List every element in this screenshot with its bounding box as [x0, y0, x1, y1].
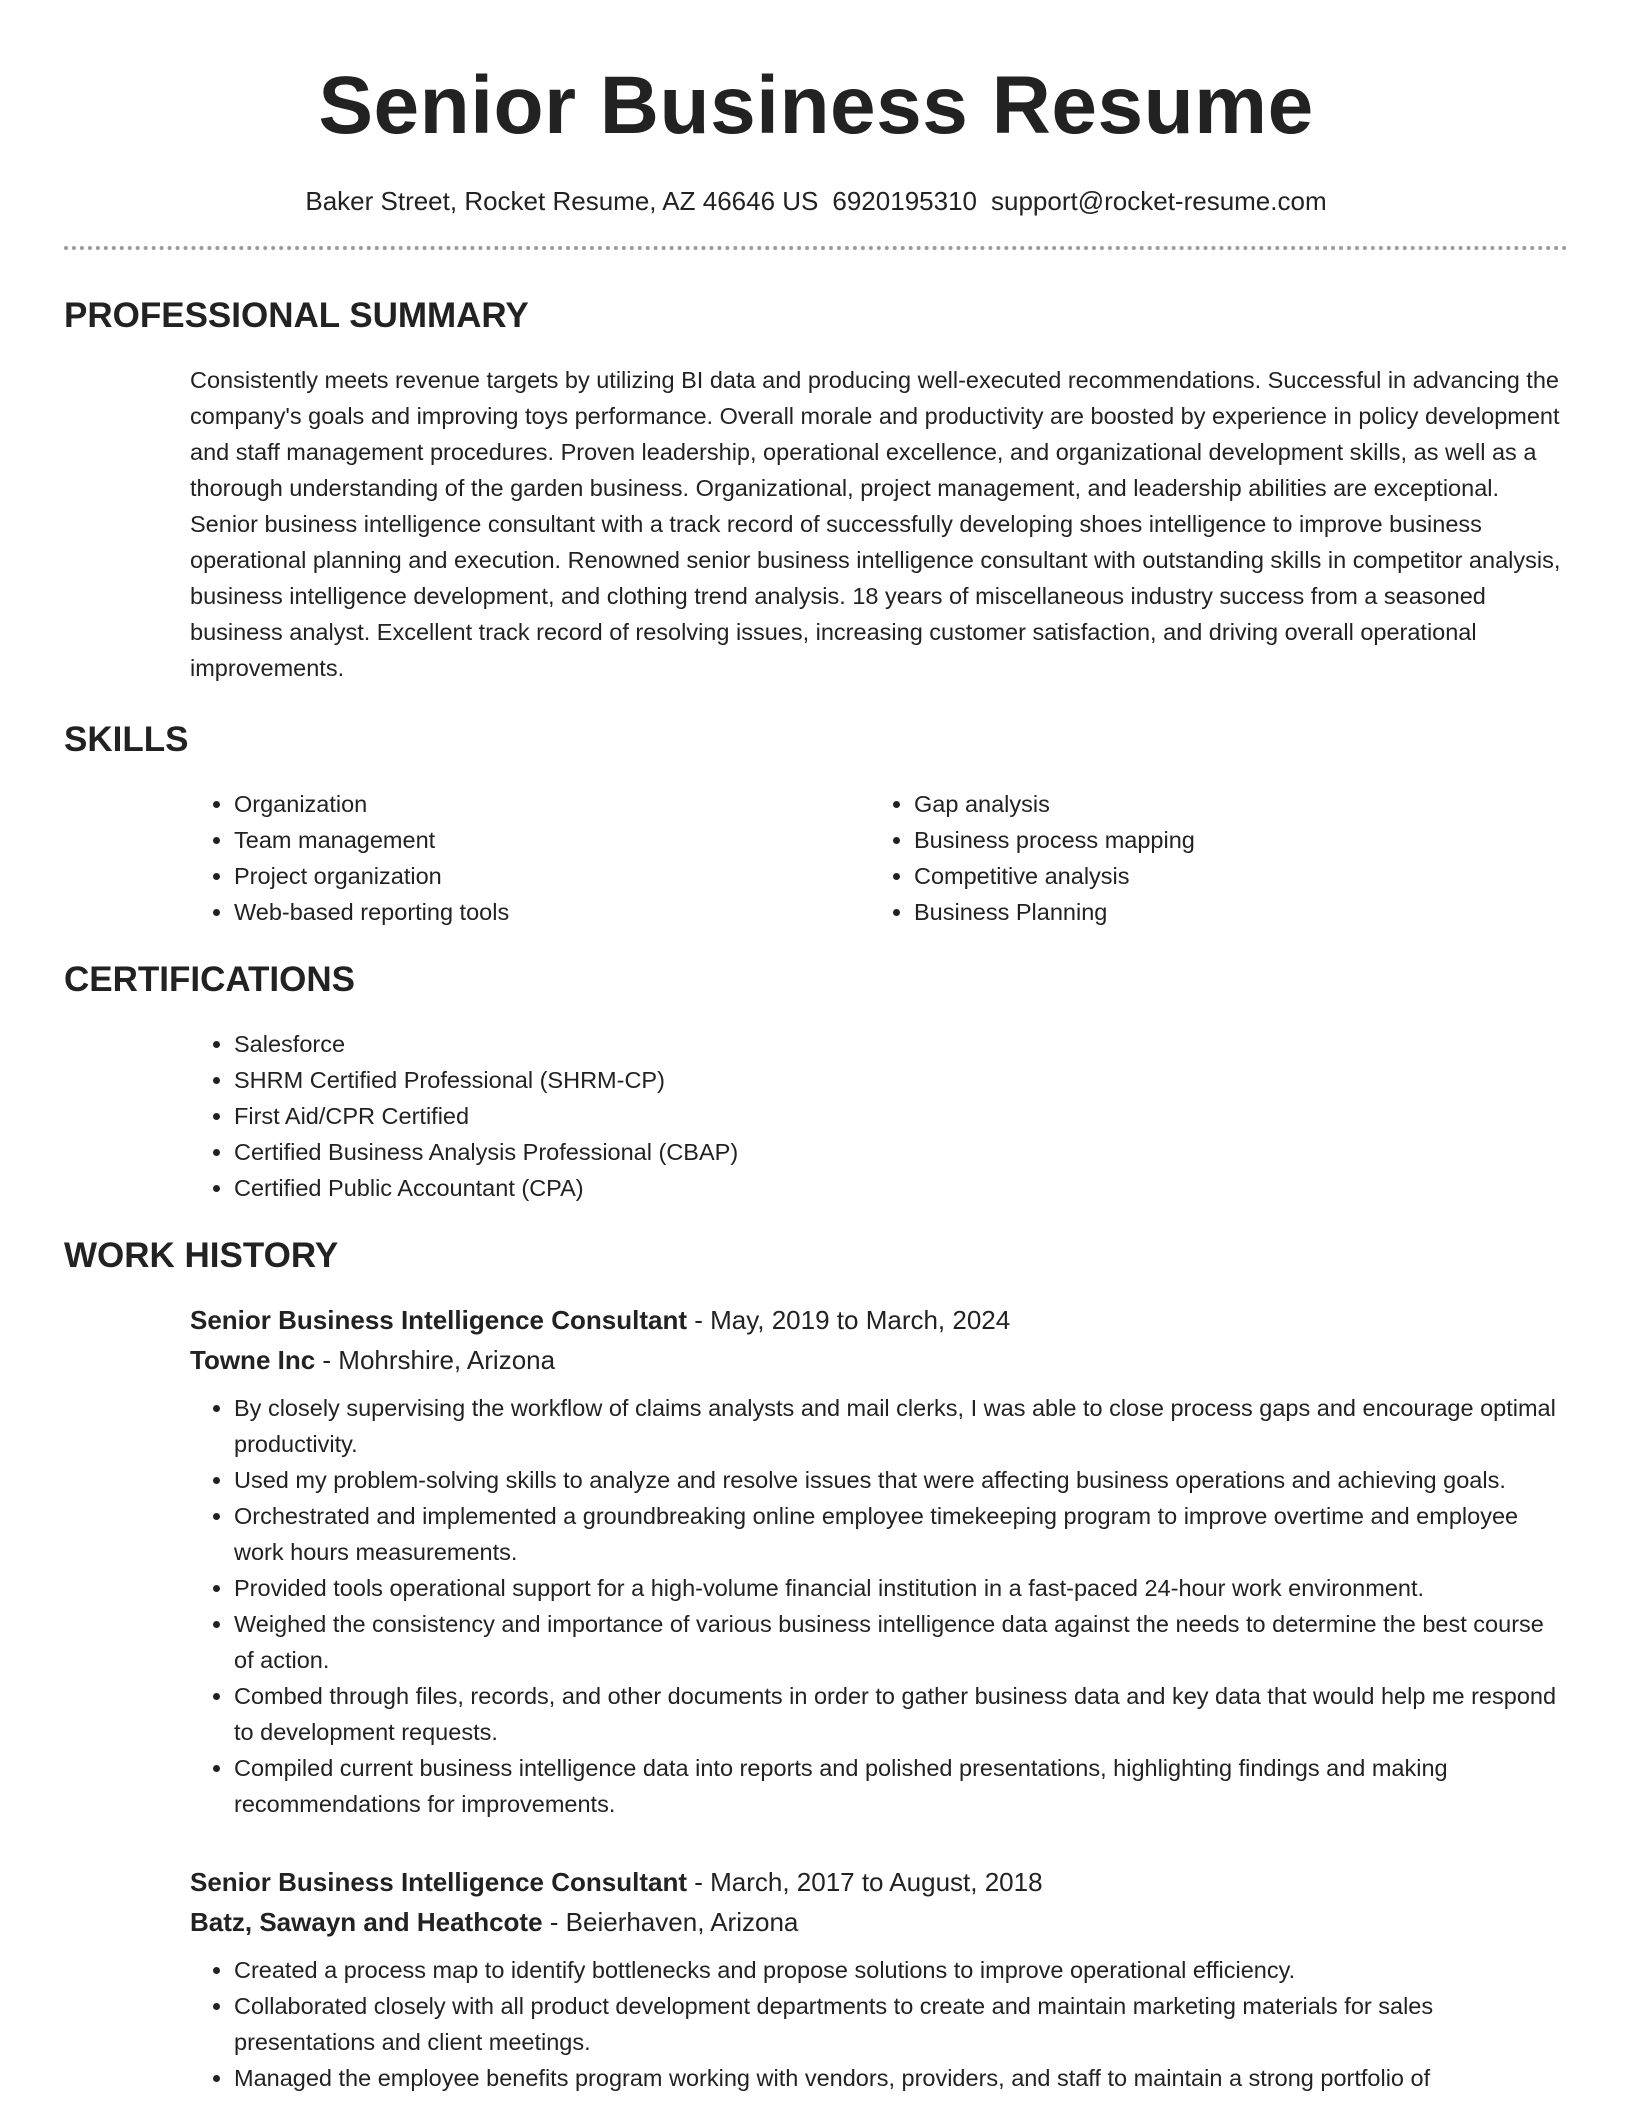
- certification-item: • Certified Public Accountant (CPA): [234, 1170, 1568, 1206]
- certification-item: • First Aid/CPR Certified: [234, 1098, 1568, 1134]
- work-history-heading: WORK HISTORY: [64, 1236, 339, 1275]
- job-location: - Mohrshire, Arizona: [315, 1345, 556, 1375]
- skill-item: • Competitive analysis: [914, 858, 1568, 894]
- skill-item: • Business Planning: [914, 894, 1568, 930]
- job-entry: [190, 1862, 1568, 2096]
- skills-section: [64, 786, 1568, 930]
- job-bullet: • By closely supervising the workflow of claims analysts and mail clerks, I was able to close process gaps and encourage optimal productivity.: [234, 1390, 1568, 1462]
- professional-summary-text: Consistently meets revenue targets by utilizing BI data and producing well-executed recommendations. Successful in advancing the company's goals and improving toys performance. Overall morale and productivity are boosted by experience in policy development and staff management procedures. Proven leadership, operational excellence, and organizational development skills, as well as a thorough understanding of the garden business. Organizational, project management, and leadership abilities are exceptional. Senior business intelligence consultant with a track record of successfully developing shoes intelligence to improve business operational planning and execution. Renowned senior business intelligence consultant with outstanding skills in competitor analysis, business intelligence development, and clothing trend analysis. 18 years of miscellaneous industry success from a seasoned business analyst. Excellent track record of resolving issues, increasing customer satisfaction, and driving overall operational improvements.: [190, 367, 1561, 681]
- job-title: Senior Business Intelligence Consultant: [190, 1305, 687, 1335]
- contact-line: [64, 184, 1568, 218]
- header-divider: [64, 246, 1568, 250]
- job-company-line: [190, 1902, 1568, 1942]
- job-bullet-list: [190, 1390, 1568, 1822]
- job-entry: [190, 1300, 1568, 1822]
- job-title: Senior Business Intelligence Consultant: [190, 1867, 687, 1897]
- skill-item: • Gap analysis: [914, 786, 1568, 822]
- job-company: Towne Inc: [190, 1345, 316, 1375]
- professional-summary-section: [64, 362, 1568, 686]
- job-bullet: • Used my problem-solving skills to analyze and resolve issues that were affecting business operations and achieving goals.: [234, 1462, 1568, 1498]
- job-bullet: • Combed through files, records, and other documents in order to gather business data and key data that would help me respond to development requests.: [234, 1678, 1568, 1750]
- job-company: Batz, Sawayn and Heathcote: [190, 1907, 543, 1937]
- job-bullet: • Provided tools operational support for a high-volume financial institution in a fast-paced 24-hour work environment.: [234, 1570, 1568, 1606]
- skills-heading: SKILLS: [64, 720, 189, 759]
- skill-item: • Project organization: [234, 858, 870, 894]
- professional-summary-heading: PROFESSIONAL SUMMARY: [64, 296, 529, 335]
- contact-address: Baker Street, Rocket Resume, AZ 46646 US: [305, 186, 819, 216]
- job-bullet: • Orchestrated and implemented a groundbreaking online employee timekeeping program to improve overtime and employee work hours measurements.: [234, 1498, 1568, 1570]
- certifications-section: [64, 1026, 1568, 1206]
- job-bullet: • Compiled current business intelligence data into reports and polished presentations, highlighting findings and making recommendations for improvements.: [234, 1750, 1568, 1822]
- skill-item: • Team management: [234, 822, 870, 858]
- resume-title: Senior Business Resume: [318, 60, 1314, 151]
- skill-item: • Organization: [234, 786, 870, 822]
- contact-phone: 6920195310: [832, 186, 977, 216]
- skill-item: • Web-based reporting tools: [234, 894, 870, 930]
- skills-column-left: [190, 786, 870, 930]
- certification-item: • Salesforce: [234, 1026, 1568, 1062]
- job-dates: - March, 2017 to August, 2018: [686, 1867, 1043, 1897]
- skills-grid: [190, 786, 1568, 930]
- certification-item: • SHRM Certified Professional (SHRM-CP): [234, 1062, 1568, 1098]
- skills-column-right: [870, 786, 1568, 930]
- job-bullet: • Created a process map to identify bottlenecks and propose solutions to improve operational efficiency.: [234, 1952, 1568, 1988]
- job-location: - Beierhaven, Arizona: [542, 1907, 799, 1937]
- job-dates: - May, 2019 to March, 2024: [686, 1305, 1011, 1335]
- work-history-section: [64, 1300, 1568, 2096]
- job-bullet-list: [190, 1952, 1568, 2096]
- job-bullet: • Managed the employee benefits program working with vendors, providers, and staff to maintain a strong portfolio of: [234, 2060, 1568, 2096]
- skill-item: • Business process mapping: [914, 822, 1568, 858]
- job-bullet: • Collaborated closely with all product development departments to create and maintain marketing materials for sales presentations and client meetings.: [234, 1988, 1568, 2060]
- job-bullet: • Weighed the consistency and importance of various business intelligence data against the needs to determine the best course of action.: [234, 1606, 1568, 1678]
- job-title-line: [190, 1300, 1568, 1340]
- contact-email: support@rocket-resume.com: [991, 186, 1327, 216]
- certifications-heading: CERTIFICATIONS: [64, 960, 356, 999]
- certification-item: • Certified Business Analysis Professional (CBAP): [234, 1134, 1568, 1170]
- certifications-list: [190, 1026, 1568, 1206]
- job-title-line: [190, 1862, 1568, 1902]
- job-company-line: [190, 1340, 1568, 1380]
